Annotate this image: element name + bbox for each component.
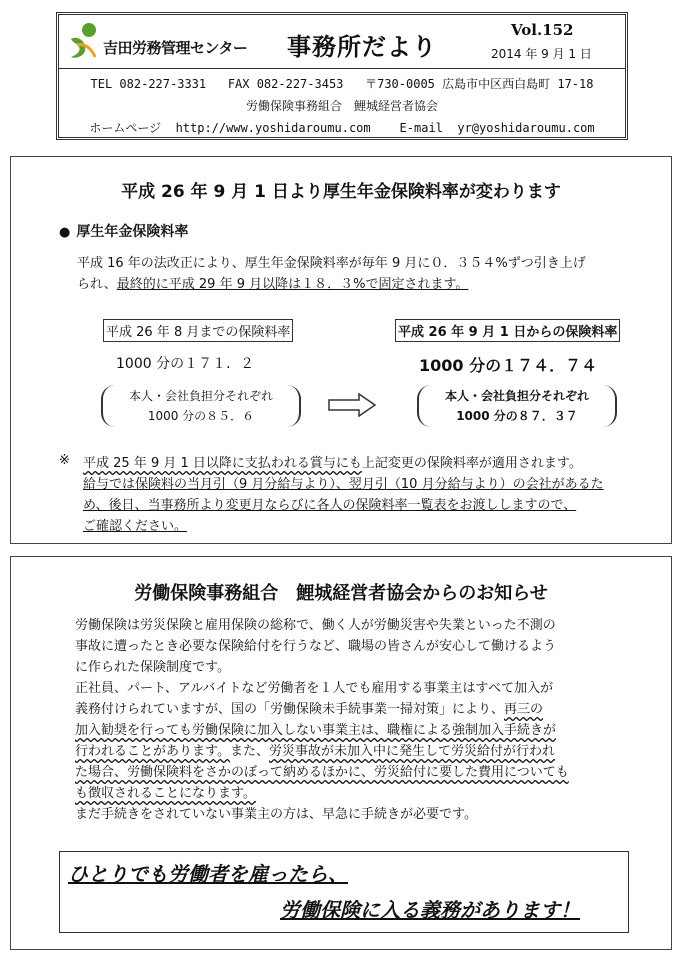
old-rate-label: 平成 26 年 8 月までの保険料率 xyxy=(103,319,293,342)
new-rate-label: 平成 26 年 9 月 1 日からの保険料率 xyxy=(395,319,620,342)
body-line: 事故に遭ったとき必要な保険給付を行うなど、職場の皆さんが安心して働けるよう xyxy=(75,639,557,654)
underlined-text: 最終的に平成 29 年 9 月以降は１８．３%で固定されます。 xyxy=(116,277,469,292)
callout-line: ひとりでも労働者を雇ったら、 xyxy=(68,862,348,886)
pension-rate-article xyxy=(10,156,672,544)
note-line: ご確認ください。 xyxy=(83,519,188,534)
bonus-note xyxy=(83,453,604,537)
email-link[interactable]: yr@yoshidaroumu.com xyxy=(457,121,595,135)
paragraph-line xyxy=(77,274,586,295)
wavy-text: 労災事故が未加入中に発生して労災給付が行われ xyxy=(268,744,555,759)
fax-number: FAX 082-227-3453 xyxy=(227,77,344,91)
new-split-box xyxy=(417,385,617,427)
volume-number: Vol.152 xyxy=(511,21,574,39)
article-headline: 平成 26 年 9 月 1 日より厚生年金保険料率が変わります xyxy=(121,182,561,202)
body-line: た場合、労働保険料をさかのぼって納めるほかに、労災給付に要した費用についても xyxy=(75,765,569,780)
note-text: 上記変更の保険料率が適用されます。 xyxy=(361,456,582,471)
paragraph-line: 平成 16 年の法改正により、厚生年金保険料率が毎年 9 月に０．３５４%ずつ引き上げ xyxy=(77,256,586,271)
split-label: 本人・会社負担分それぞれ xyxy=(128,389,273,403)
arrow-right-icon xyxy=(327,393,377,417)
note-mark: ※ xyxy=(59,453,70,468)
homepage-label: ホームページ xyxy=(89,121,162,135)
wavy-text: 行われることがあります。 xyxy=(75,744,230,759)
tel-number: TEL 082-227-3331 xyxy=(90,77,207,91)
body-text: 義務付けられていますが、国の「労働保険未手続事業一掃対策」により、 xyxy=(75,702,505,717)
newsletter-header xyxy=(56,12,628,140)
note-line xyxy=(83,453,604,474)
section-title-text: 厚生年金保険料率 xyxy=(76,224,189,240)
body-line: も徴収されることになります。 xyxy=(75,786,256,801)
paragraph-text: られ、 xyxy=(77,277,117,292)
body-line: に作られた保険制度です。 xyxy=(75,660,230,675)
contact-web xyxy=(59,119,625,136)
body-line: 正社員、パート、アルバイトなど労働者を１人でも雇用する事業主はすべて加入が xyxy=(75,681,554,696)
email-label: E-mail xyxy=(399,121,443,135)
body-line: 加入勧奨を行っても労働保険に加入しない事業主は、職権による強制加入手続きが xyxy=(75,723,557,738)
body-line xyxy=(75,741,569,762)
issue-date: 2014 年 9 月 1 日 xyxy=(491,47,592,61)
wavy-text: 再三の xyxy=(504,702,544,717)
old-split-box xyxy=(101,385,301,427)
contact-phone-address xyxy=(59,75,625,92)
logo-icon xyxy=(67,21,101,61)
article-paragraph xyxy=(77,253,586,295)
callout-line: 労働保険に入る義務があります！ xyxy=(280,898,580,922)
affiliations: 労働保険事務組合 鯉城経営者協会 xyxy=(245,99,438,113)
body-line: まだ手続きをされていない事業主の方は、早急に手続きが必要です。 xyxy=(75,807,477,822)
bullet-icon: ● xyxy=(59,225,71,240)
article-body xyxy=(75,615,569,825)
homepage-link[interactable]: http://www.yoshidaroumu.com xyxy=(175,121,371,135)
header-masthead xyxy=(59,15,625,69)
article-headline: 労働保険事務組合 鯉城経営者協会からのお知らせ xyxy=(134,583,548,604)
new-rate-value: 1000 分の１７４．７４ xyxy=(419,356,598,375)
split-value: 1000 分の８５．６ xyxy=(147,409,255,423)
body-line xyxy=(75,699,569,720)
split-label: 本人・会社負担分それぞれ xyxy=(444,389,589,403)
old-rate-value: 1000 分の１７１．２ xyxy=(116,356,255,372)
note-line: 給与では保険料の当月引（9 月分給与より）、翌月引（10 月分給与より）の会社があるた xyxy=(83,477,604,492)
newsletter-title: 事務所だより xyxy=(287,33,437,61)
callout-box xyxy=(59,851,629,933)
org-name: 吉田労務管理センター xyxy=(103,39,248,57)
body-line: 労働保険は労災保険と雇用保険の総称で、働く人が労働災害や失業といった不測の xyxy=(75,618,556,633)
note-line: め、後日、当事務所より変更月ならびに各人の保険料率一覧表をお渡ししますので、 xyxy=(83,498,577,513)
labor-insurance-article xyxy=(10,556,672,950)
section-title xyxy=(59,221,188,241)
split-value: 1000 分の８７．３７ xyxy=(456,409,578,423)
office-address: 〒730-0005 広島市中区西白島町 17-18 xyxy=(365,77,594,91)
wavy-text: 平成 25 年 9 月 1 日以降に支払われる賞与にも xyxy=(83,456,362,471)
body-text: また、 xyxy=(229,744,269,759)
